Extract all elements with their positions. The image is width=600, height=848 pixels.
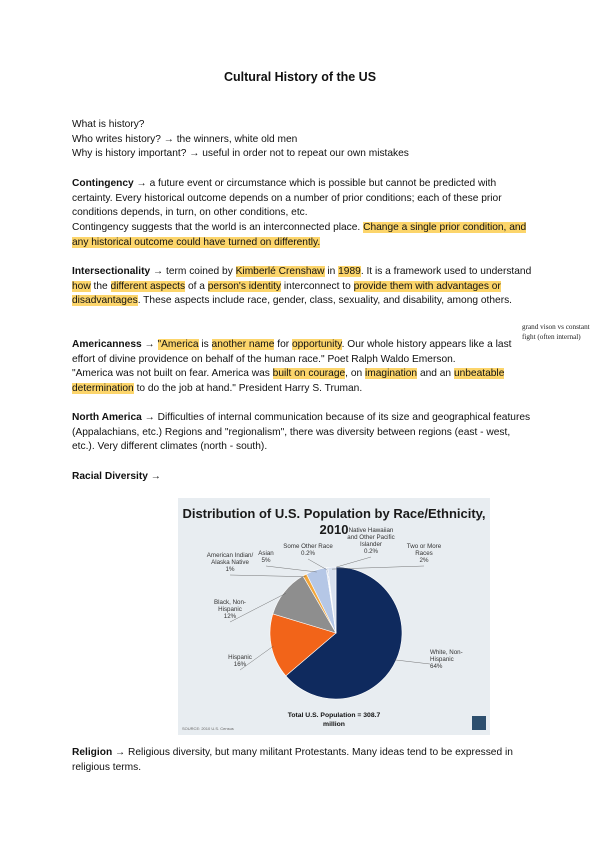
- intro-line-1: What is history?: [72, 119, 145, 130]
- publisher-logo: [472, 716, 486, 730]
- pie-chart-figure: [178, 498, 490, 735]
- north-america-text: → Difficulties of internal communication because of its size and geographical features (Appalachians, etc.) Regions and "regionalism", there was diversity between regions (east - west, etc.). Very different climates (north - south).: [72, 412, 531, 453]
- americanness-section: [72, 338, 532, 397]
- text-run: . These aspects include race, gender, class, sexuality, and disability, among others.: [137, 295, 513, 307]
- highlight-opportunity: opportunity: [291, 339, 342, 350]
- text-run: and an: [417, 368, 454, 380]
- text-run: to do the job at hand." President Harry S. Truman.: [133, 383, 363, 395]
- highlight-aspects: different aspects: [110, 280, 186, 292]
- highlight-identity: person's identity: [207, 280, 282, 292]
- religion-section: [72, 746, 532, 775]
- text-run: of a: [185, 280, 208, 292]
- leader-line: [230, 575, 306, 577]
- leader-line: [266, 566, 317, 572]
- contingency-section: [72, 177, 532, 251]
- contingency-term: Contingency: [72, 178, 134, 189]
- text-run: →: [141, 339, 158, 350]
- text-run: → term coined by: [150, 266, 236, 277]
- north-america-term: North America: [72, 412, 142, 423]
- contingency-arrow: →: [133, 178, 150, 189]
- text-run: in: [324, 266, 339, 277]
- racial-diversity-heading: Racial Diversity →: [72, 471, 161, 482]
- slice-label: Some Other Race 0.2%: [283, 543, 333, 557]
- text-run: . Our whole history appears like a last effort of divine providence on behalf of the human race." Poet Ralph Waldo Emerson.: [72, 339, 512, 365]
- highlight-provide: provide them with advantages or disadvantages: [72, 280, 501, 307]
- text-run: "America was not built on fear. America was: [72, 368, 273, 380]
- intersectionality-term: Intersectionality: [72, 266, 151, 277]
- margin-note: grand vison vs constant fight (often internal): [522, 323, 590, 341]
- highlight-how: how: [72, 280, 91, 292]
- americanness-term: Americanness: [72, 339, 142, 350]
- intro-line-3: Why is history important? → useful in order not to repeat our own mistakes: [72, 148, 409, 160]
- intro-line-2: Who writes history? → the winners, white old men: [72, 133, 298, 145]
- chart-title: Distribution of U.S. Population by Race/Ethnicity, 2010: [182, 506, 486, 537]
- page-title: Cultural History of the US: [223, 70, 377, 84]
- text-run: interconnect to: [281, 280, 354, 292]
- highlight-determination: unbeatable determination: [72, 368, 505, 395]
- slice-label: Asian 5%: [258, 550, 274, 564]
- slice-label: White, Non-Hispanic 64%: [430, 649, 463, 670]
- highlight-america: "America: [157, 339, 199, 350]
- slice-label: Native Hawaiian and Other Pacific Islander 0.2%: [347, 527, 395, 555]
- contingency-definition: a future event or circumstance which is possible but cannot be predicted with certainty. Every historical outcome depends on a number of prior conditions; each of these prior conditions depends, in turn, on other conditions, etc.: [72, 178, 502, 219]
- highlight-another-name: another name: [211, 339, 275, 350]
- text-run: for: [274, 339, 292, 350]
- intro-questions: [72, 118, 532, 162]
- text-run: , on: [345, 368, 365, 380]
- religion-text: → Religious diversity, but many militant Protestants. Many ideas tend to be expressed in religious terms.: [72, 747, 513, 773]
- total-population-label: Total U.S. Population = 308.7 million: [287, 712, 381, 728]
- contingency-highlight: Change a single prior condition, and any historical outcome could have turned on differently.: [72, 222, 527, 248]
- pie-chart: [178, 498, 490, 735]
- text-run: is: [198, 339, 212, 350]
- highlight-year: 1989: [338, 266, 361, 277]
- text-run: . It is a framework used to understand: [360, 266, 532, 277]
- leader-line: [308, 559, 327, 570]
- highlight-courage: built on courage: [272, 368, 346, 380]
- text-run: the: [90, 280, 111, 292]
- highlight-crenshaw: Kimberlé Crenshaw: [235, 266, 325, 277]
- slice-label: Hispanic 16%: [228, 654, 252, 668]
- slice-label: American Indian/ Alaska Native 1%: [206, 552, 254, 573]
- slice-label: Two or More Races 2%: [406, 543, 442, 564]
- leader-line: [394, 660, 430, 664]
- religion-term: Religion: [72, 747, 113, 758]
- chart-source: SOURCE: 2010 U.S. Census: [182, 726, 234, 731]
- north-america-section: [72, 411, 532, 455]
- highlight-imagination: imagination: [365, 368, 418, 380]
- intersectionality-section: [72, 265, 532, 309]
- contingency-line2: Contingency suggests that the world is an interconnected place.: [72, 222, 364, 234]
- slice-label: Black, Non-Hispanic 12%: [214, 599, 246, 620]
